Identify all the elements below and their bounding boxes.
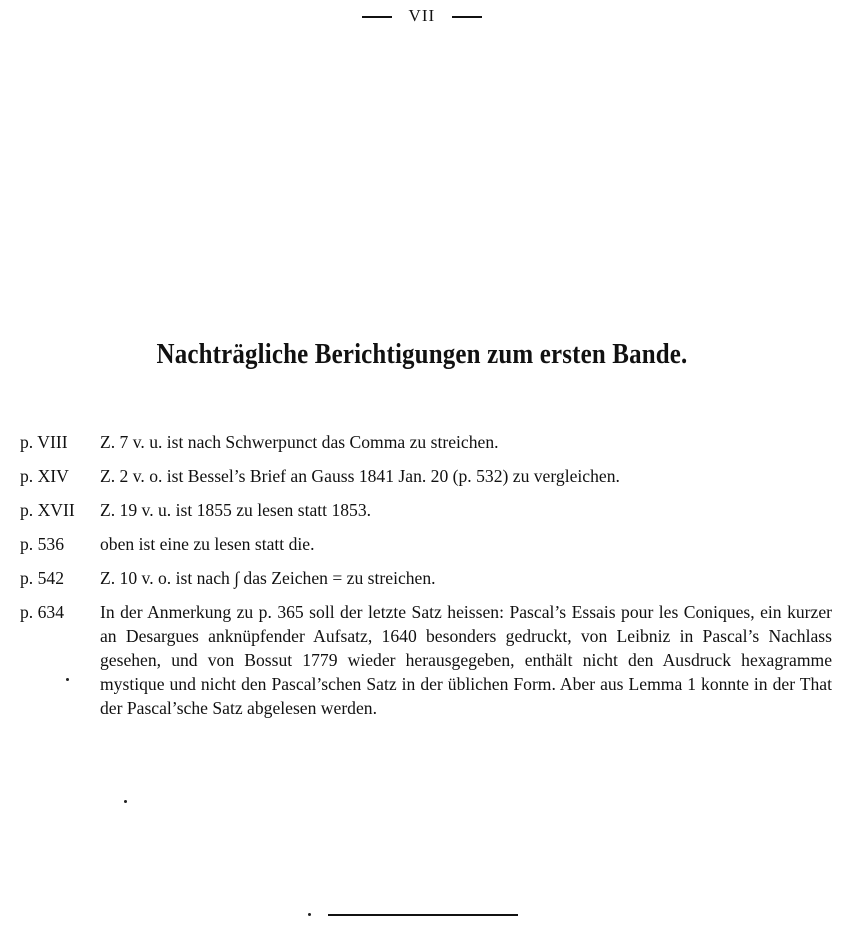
correction-item xyxy=(20,566,832,590)
correction-text: Z. 2 v. o. ist Bessel’s Brief an Gauss 1841 Jan. 20 (p. 532) zu vergleichen. xyxy=(100,466,620,486)
page-reference: p. XVII xyxy=(20,500,75,520)
print-speck xyxy=(308,913,311,916)
page-reference: p. VIII xyxy=(20,432,68,452)
header-dash-right xyxy=(452,16,482,18)
page-numeral: VII xyxy=(408,6,436,25)
page-header xyxy=(0,6,844,26)
section-title: Nachträgliche Berichtigungen zum ersten Bande. xyxy=(156,338,688,370)
print-speck xyxy=(124,800,127,803)
correction-text: Z. 10 v. o. ist nach ∫ das Zeichen = zu streichen. xyxy=(100,568,436,588)
end-rule xyxy=(328,914,518,916)
correction-item xyxy=(20,600,832,720)
correction-item xyxy=(20,532,832,556)
correction-text: Z. 7 v. u. ist nach Schwerpunct das Comma zu streichen. xyxy=(100,432,499,452)
page-reference: p. 536 xyxy=(20,534,64,554)
page-reference: p. XIV xyxy=(20,466,69,486)
correction-item xyxy=(20,498,832,522)
correction-text: oben ist eine zu lesen statt die. xyxy=(100,534,315,554)
page-reference: p. 634 xyxy=(20,602,64,622)
correction-item xyxy=(20,464,832,488)
correction-text: Z. 19 v. u. ist 1855 zu lesen statt 1853. xyxy=(100,500,372,520)
print-speck xyxy=(66,678,69,681)
correction-text: In der Anmerkung zu p. 365 soll der letzte Satz heissen: Pascal’s Essais pour les Coniques, ein kurzer an Desargues anknüpfender Aufsatz, 1640 besonders gedruckt, von Leibniz in Pascal’s Nachlass gesehen, und von Bossut 1779 wieder herausgegeben, enthält nicht den Ausdruck hexagramme mystique und nicht den Pascal’schen Satz in der üblichen Form. Aber aus Lemma 1 konnte in der That der Pascal’sche Satz abgelesen werden. xyxy=(100,602,832,718)
header-dash-left xyxy=(362,16,392,18)
page-reference: p. 542 xyxy=(20,568,64,588)
correction-item xyxy=(20,430,832,454)
corrections-list xyxy=(20,430,832,720)
